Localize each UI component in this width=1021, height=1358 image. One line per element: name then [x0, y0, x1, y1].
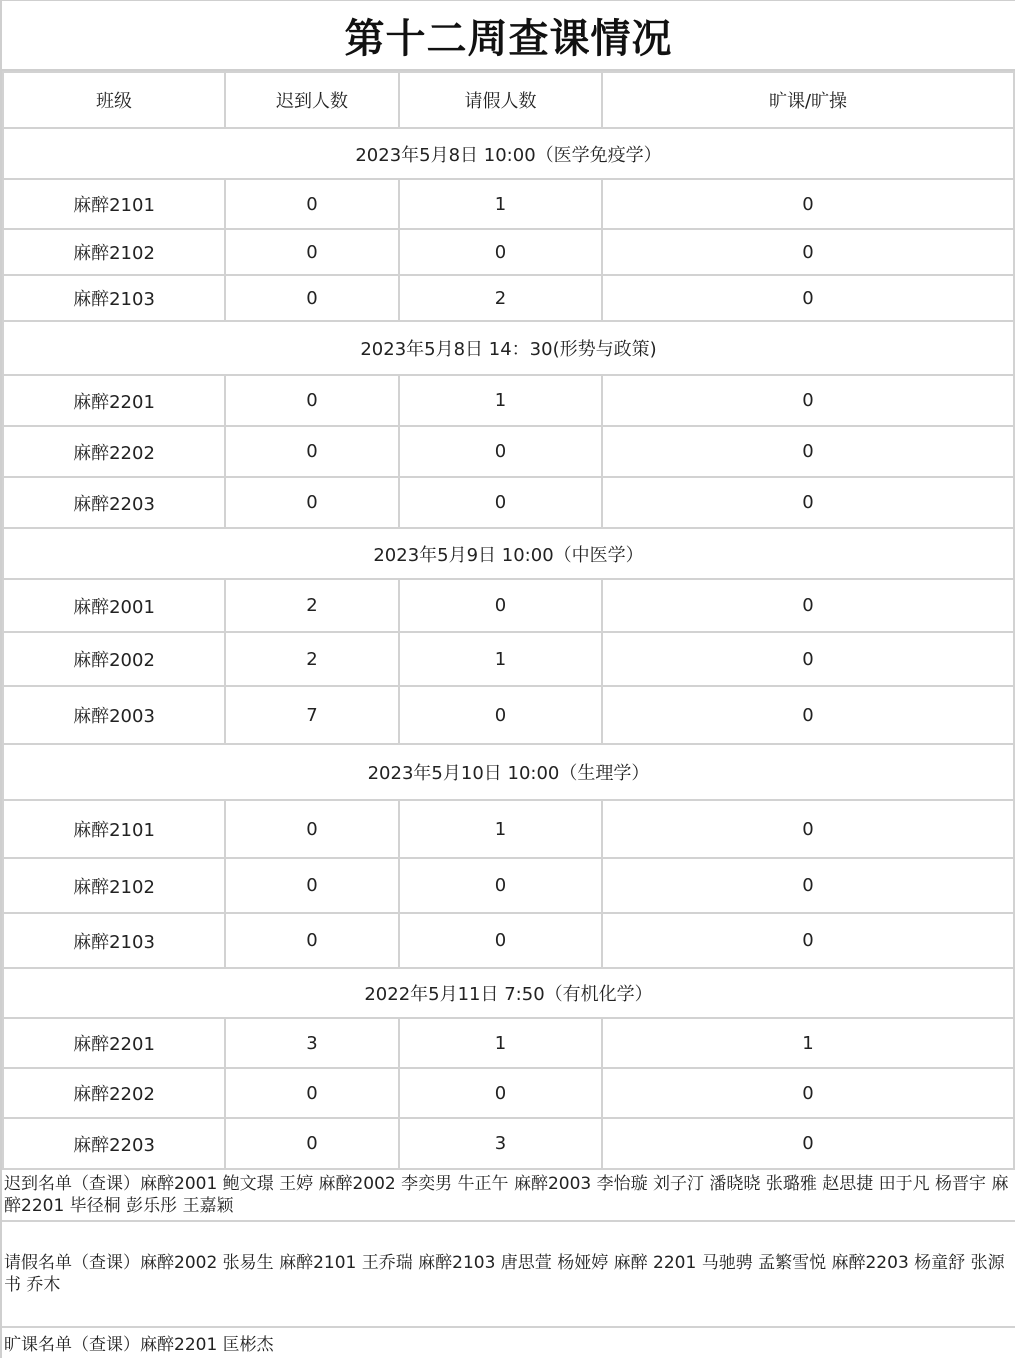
class-cell: 麻醉2002 — [3, 632, 225, 686]
class-cell: 麻醉2201 — [3, 1018, 225, 1068]
absent-count-cell: 0 — [602, 632, 1014, 686]
table-row — [3, 1018, 1014, 1068]
leave-count-cell: 1 — [399, 1018, 602, 1068]
header-leave: 请假人数 — [399, 72, 602, 128]
class-cell: 麻醉2202 — [3, 1068, 225, 1118]
table-row — [3, 686, 1014, 744]
absent-count-cell: 0 — [602, 426, 1014, 477]
absent-count-cell: 0 — [602, 179, 1014, 229]
leave-count-cell: 0 — [399, 913, 602, 968]
class-cell: 麻醉2003 — [3, 686, 225, 744]
leave-count-cell: 1 — [399, 800, 602, 858]
leave-count-cell: 0 — [399, 1068, 602, 1118]
table-row — [3, 858, 1014, 913]
absent-count-cell: 0 — [602, 800, 1014, 858]
leave-count-cell: 1 — [399, 375, 602, 426]
late-count-cell: 2 — [225, 579, 399, 632]
late-count-cell: 0 — [225, 858, 399, 913]
late-count-cell: 0 — [225, 375, 399, 426]
table-row — [3, 426, 1014, 477]
late-count-cell: 0 — [225, 275, 399, 321]
table-row — [3, 477, 1014, 528]
class-cell: 麻醉2102 — [3, 229, 225, 275]
late-count-cell: 0 — [225, 1118, 399, 1169]
section-row — [3, 968, 1014, 1018]
leave-count-cell: 0 — [399, 426, 602, 477]
header-class: 班级 — [3, 72, 225, 128]
table-row — [3, 913, 1014, 968]
section-label: 2023年5月10日 10:00（生理学） — [3, 744, 1014, 800]
leave-count-cell: 0 — [399, 686, 602, 744]
late-count-cell: 0 — [225, 477, 399, 528]
class-cell: 麻醉2103 — [3, 275, 225, 321]
class-cell: 麻醉2203 — [3, 1118, 225, 1169]
section-row — [3, 128, 1014, 179]
absent-count-cell: 0 — [602, 477, 1014, 528]
leave-count-cell: 0 — [399, 229, 602, 275]
section-label: 2022年5月11日 7:50（有机化学） — [3, 968, 1014, 1018]
attendance-table — [2, 71, 1015, 1170]
table-row — [3, 275, 1014, 321]
section-label: 2023年5月9日 10:00（中医学） — [3, 528, 1014, 579]
absent-count-cell: 0 — [602, 686, 1014, 744]
leave-count-cell: 1 — [399, 179, 602, 229]
table-row — [3, 229, 1014, 275]
absent-count-cell: 0 — [602, 375, 1014, 426]
leave-list: 请假名单（查课）麻醉2002 张易生 麻醉2101 王乔瑞 麻醉2103 唐思萱 杨娅婷 麻醉 2201 马驰骋 孟繁雪悦 麻醉2203 杨童舒 张源书 乔木 — [2, 1222, 1015, 1328]
late-list: 迟到名单（查课）麻醉2001 鲍文璟 王婷 麻醉2002 李奕男 牛正午 麻醉2003 李怡璇 刘子汀 潘晓晓 张璐雅 赵思捷 田于凡 杨晋宇 麻醉2201 毕径桐 彭乐彤 王嘉颖 — [2, 1170, 1015, 1222]
leave-count-cell: 0 — [399, 858, 602, 913]
class-cell: 麻醉2103 — [3, 913, 225, 968]
late-count-cell: 0 — [225, 179, 399, 229]
late-count-cell: 0 — [225, 913, 399, 968]
late-count-cell: 2 — [225, 632, 399, 686]
absent-list: 旷课名单（查课）麻醉2201 匡彬杰 — [4, 1335, 274, 1355]
section-label: 2023年5月8日 10:00（医学免疫学） — [3, 128, 1014, 179]
late-count-cell: 3 — [225, 1018, 399, 1068]
leave-count-cell: 0 — [399, 477, 602, 528]
absent-count-cell: 0 — [602, 858, 1014, 913]
table-row — [3, 579, 1014, 632]
header-absent: 旷课/旷操 — [602, 72, 1014, 128]
late-count-cell: 0 — [225, 426, 399, 477]
notes-area — [2, 1170, 1015, 1358]
absent-count-cell: 1 — [602, 1018, 1014, 1068]
late-count-cell: 0 — [225, 800, 399, 858]
table-row — [3, 1068, 1014, 1118]
leave-count-cell: 1 — [399, 632, 602, 686]
leave-count-cell: 2 — [399, 275, 602, 321]
leave-count-cell: 0 — [399, 579, 602, 632]
late-count-cell: 0 — [225, 1068, 399, 1118]
absent-count-cell: 0 — [602, 229, 1014, 275]
section-label: 2023年5月8日 14：30(形势与政策) — [3, 321, 1014, 375]
class-cell: 麻醉2102 — [3, 858, 225, 913]
absent-count-cell: 0 — [602, 275, 1014, 321]
class-cell: 麻醉2101 — [3, 800, 225, 858]
table-body — [3, 128, 1014, 1169]
absent-count-cell: 0 — [602, 579, 1014, 632]
table-row — [3, 179, 1014, 229]
page-title: 第十二周查课情况 — [2, 0, 1015, 71]
header-row — [3, 72, 1014, 128]
class-cell: 麻醉2201 — [3, 375, 225, 426]
table-row — [3, 632, 1014, 686]
class-cell: 麻醉2101 — [3, 179, 225, 229]
table-row — [3, 1118, 1014, 1169]
class-cell: 麻醉2001 — [3, 579, 225, 632]
section-row — [3, 528, 1014, 579]
section-row — [3, 744, 1014, 800]
absent-count-cell: 0 — [602, 913, 1014, 968]
late-count-cell: 0 — [225, 229, 399, 275]
header-late: 迟到人数 — [225, 72, 399, 128]
class-cell: 麻醉2202 — [3, 426, 225, 477]
table-row — [3, 375, 1014, 426]
absent-count-cell: 0 — [602, 1068, 1014, 1118]
absent-count-cell: 0 — [602, 1118, 1014, 1169]
section-row — [3, 321, 1014, 375]
leave-count-cell: 3 — [399, 1118, 602, 1169]
table-row — [3, 800, 1014, 858]
class-cell: 麻醉2203 — [3, 477, 225, 528]
late-count-cell: 7 — [225, 686, 399, 744]
